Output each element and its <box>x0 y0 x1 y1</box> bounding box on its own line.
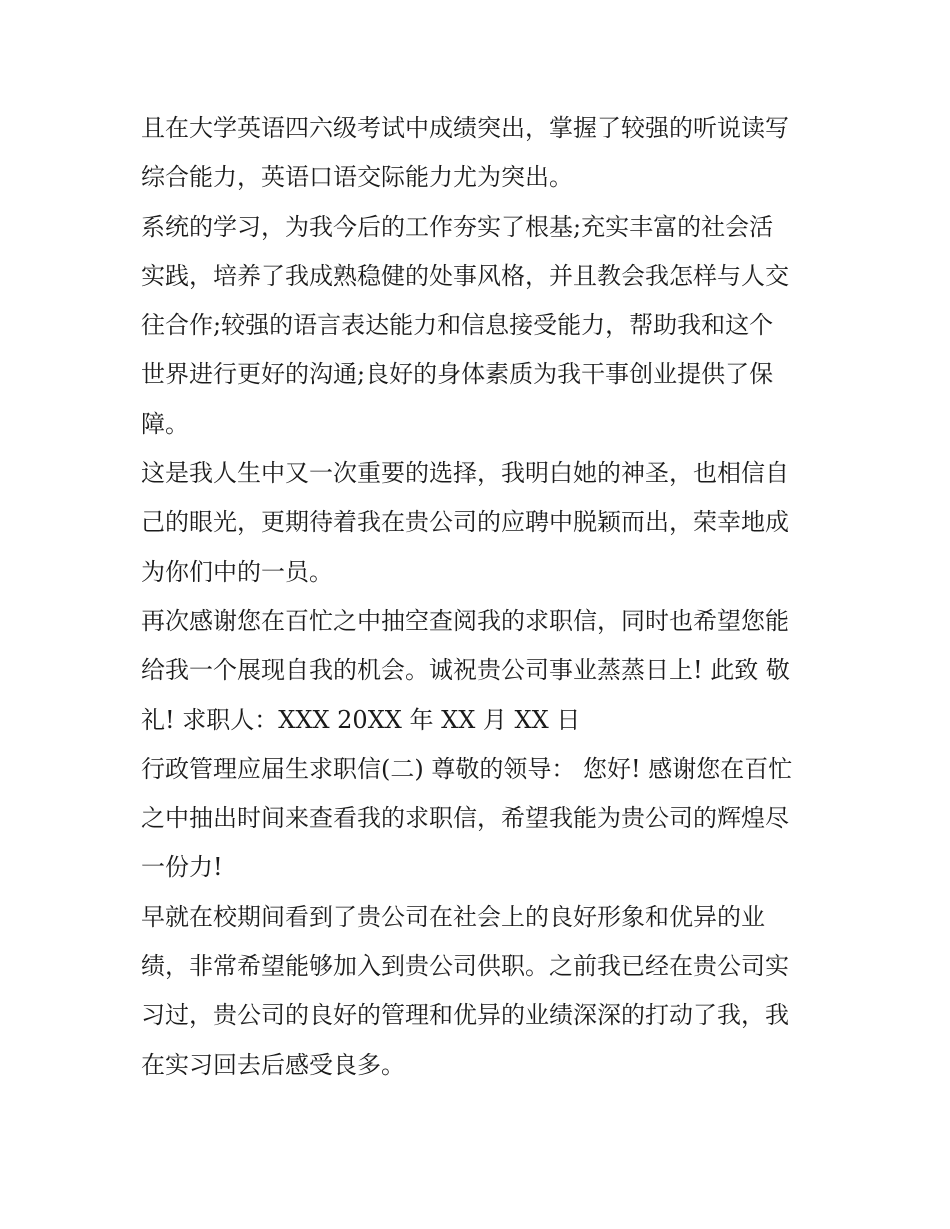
text-line: 系统的学习，为我今后的工作夯实了根基;充实丰富的社会活 <box>141 212 774 241</box>
text-line: 为你们中的一员。 <box>141 557 333 586</box>
text-line: 绩，非常希望能够加入到贵公司供职。之前我已经在贵公司实 <box>141 952 789 981</box>
text-line: 早就在校期间看到了贵公司在社会上的良好形象和优异的业 <box>141 902 765 931</box>
text-line: 再次感谢您在百忙之中抽空查阅我的求职信，同时也希望您能 <box>141 606 789 635</box>
text-line: 实践，培养了我成熟稳健的处事风格，并且教会我怎样与人交 <box>141 261 789 290</box>
text-line: 在实习回去后感受良多。 <box>141 1050 405 1079</box>
text-line: 一份力! <box>141 853 223 882</box>
text-line: 往合作;较强的语言表达能力和信息接受能力，帮助我和这个 <box>141 311 774 340</box>
text-line: 之中抽出时间来查看我的求职信，希望我能为贵公司的辉煌尽 <box>141 804 789 833</box>
text-line: 己的眼光，更期待着我在贵公司的应聘中脱颖而出，荣幸地成 <box>141 508 789 537</box>
text-line: 礼! 求职人：XXX 20XX 年 XX 月 XX 日 <box>141 705 581 734</box>
text-line: 障。 <box>141 409 189 438</box>
text-line: 且在大学英语四六级考试中成绩突出，掌握了较强的听说读写 <box>141 114 789 142</box>
text-line: 世界进行更好的沟通;良好的身体素质为我干事创业提供了保 <box>141 360 774 389</box>
text-line: 习过，贵公司的良好的管理和优异的业绩深深的打动了我，我 <box>141 1001 789 1030</box>
body-text <box>141 104 821 1090</box>
text-line: 这是我人生中又一次重要的选择，我明白她的神圣，也相信自 <box>141 459 789 488</box>
text-line: 综合能力，英语口语交际能力尤为突出。 <box>141 163 573 192</box>
text-line: 给我一个展现自我的机会。诚祝贵公司事业蒸蒸日上! 此致 敬 <box>141 656 790 685</box>
text-line: 行政管理应届生求职信(二) 尊敬的领导： 您好! 感谢您在百忙 <box>141 754 793 783</box>
